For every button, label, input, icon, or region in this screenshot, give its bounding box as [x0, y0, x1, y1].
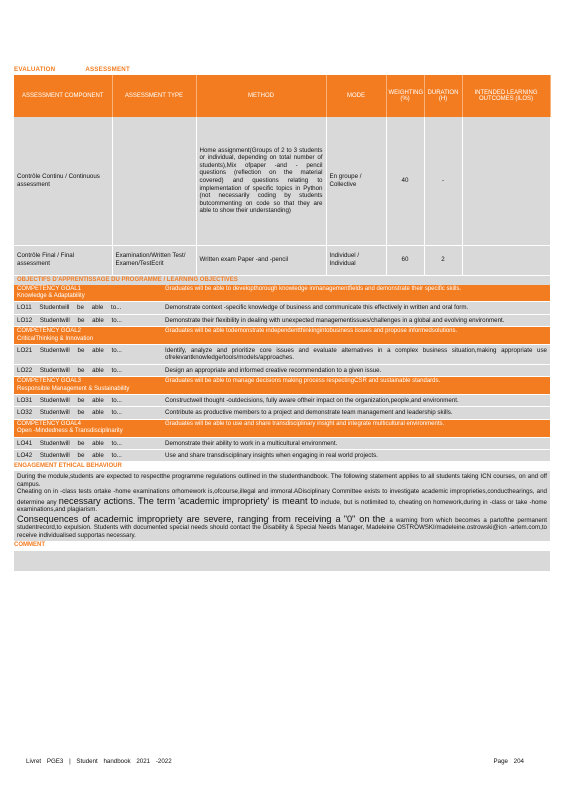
cell-mode: En groupe / Collective — [326, 117, 386, 245]
header-duration: DURATION (H) — [424, 75, 462, 117]
ethics-title: ENGAGEMENT ETHICAL BEHAVIOUR — [14, 462, 550, 471]
lo-row — [14, 407, 550, 419]
header-ilos: INTENDED LEARNING OUTCOMES (ILOS) — [462, 75, 550, 117]
competency-description: Graduates will be able to manage decisions making process respectingCSR and sustainable standards. — [165, 378, 441, 385]
cell-type — [112, 117, 196, 245]
lo-text: Identify, analyze and prioritize core issues and evaluate alternatives in a complex business situation,making appropriate use ofrelevantknowledge/tools/models/approaches. — [165, 346, 547, 362]
cell-duration: - — [424, 117, 462, 245]
ethics-text-box — [14, 471, 550, 541]
competency-label — [14, 327, 162, 344]
table-row — [14, 245, 550, 275]
lo-text: Contribute as productive members to a project and demonstrate team management and leadership skills. — [165, 409, 453, 417]
ethics-text-large: the — [372, 513, 390, 524]
competency-description: Graduates will be able todemonstrate independentthinkingintobusiness issues and propose informedsolutions. — [165, 328, 458, 335]
competency-label — [14, 285, 162, 302]
lo-row — [14, 365, 550, 377]
lo-text: Demonstrate their flexibility in dealing with unexpected managementissues/challenges in a global and evolving environment. — [165, 316, 505, 324]
ethics-paragraph-3 — [17, 514, 547, 540]
ethics-text: include, but is notlimited to, cheating on homework,during in -class or take -home examinations,and plagiarism. — [17, 498, 547, 514]
evaluation-title — [14, 64, 550, 75]
lo-code: LO31 Studentwill be able to... — [17, 396, 122, 404]
footer-page-number: Page 204 — [493, 758, 524, 765]
competency-label — [14, 377, 162, 394]
cell-component: Contrôle Final / Final assessment — [14, 245, 112, 275]
comment-box — [14, 550, 550, 571]
lo-text: Demonstrate context -specific knowledge of business and communicate this effectively in written and oral form. — [165, 304, 469, 312]
assessment-table — [14, 75, 551, 276]
competency-subtitle: Responsible Management & Sustainability — [17, 385, 130, 392]
lo-code: LO21 Studentwill be able to... — [17, 346, 122, 354]
page — [14, 64, 550, 571]
cell-method: Written exam Paper -and -pencil — [196, 245, 326, 275]
competency-subtitle: Open -Mindedness & Transdisciplinarity — [17, 428, 123, 435]
lo-code: LO42 Studentwill be able to... — [17, 452, 122, 459]
cell-method: Home assignment(Groups of 2 to 3 students or individual, depending on total number of students),Mix ofpaper -and - pencil questions (reflection on the material covered) and questions relating to implementation of specific topics in Python (not necessarily coding by students butcommenting on code so that they are able to show their understanding) — [196, 117, 326, 245]
footer-left: Livret PGE3 | Student handbook 2021 -2022 — [26, 758, 172, 765]
assessment-header-row — [14, 75, 550, 117]
header-weighting: WEIGHTING (%) — [386, 75, 424, 117]
ethics-paragraph-1: During the module,students are expected to respectthe programme regulations outlined in the studenthandbook. The following statement applies to all students taking ICN courses, on and off campus. — [17, 473, 547, 488]
comment-title: COMMENT — [14, 541, 550, 550]
lo-text: Design an appropriate and informed creative recommendation to a given issue. — [165, 366, 382, 374]
header-mode: MODE — [326, 75, 386, 117]
ethics-text: Cheating on in -class tests ortake -home examinations orhomework is,ofcourse,illegal and immoral.ADisciplinary Committee exists to investigate academic improprieties,conducthearings, and determine any — [17, 488, 547, 506]
competency-subtitle: Knowledge & Adaptability — [17, 292, 85, 299]
competency-goal-row — [14, 285, 550, 303]
cell-mode: Individuel / Individual — [326, 245, 386, 275]
competency-subtitle: CriticalThinking & Innovation — [17, 335, 94, 342]
lo-row — [14, 450, 550, 462]
lo-row — [14, 395, 550, 407]
cell-ilos — [462, 245, 550, 275]
lo-code: LO41 Studentwill be able to... — [17, 439, 122, 447]
table-row — [14, 117, 550, 245]
lo-code: LO22 Studentwill be able to... — [17, 366, 122, 374]
ethics-text-large: Consequences of academic impropriety are severe, ranging from receiving a — [17, 513, 341, 524]
cell-duration: 2 — [424, 245, 462, 275]
header-type: ASSESSMENT TYPE — [112, 75, 196, 117]
lo-row — [14, 315, 550, 327]
lo-code: LO32 Studentwill be able to... — [17, 409, 122, 417]
page-footer — [26, 758, 524, 765]
cell-weighting: 40 — [386, 117, 424, 245]
competency-description: Graduates will be able to developthorough knowledge inmanagementfields and demonstrate their specific skills. — [165, 285, 462, 292]
lo-row — [14, 438, 550, 450]
competency-title: COMPETENCY GOAL4 — [17, 420, 81, 427]
header-method: METHOD — [196, 75, 326, 117]
competency-goal-row — [14, 420, 550, 438]
ethics-text-large: "0" on — [343, 513, 370, 524]
competency-label — [14, 420, 162, 437]
evaluation-label: EVALUATION — [14, 66, 56, 73]
cell-ilos — [462, 117, 550, 245]
cell-type: Examination/Written Test/ Examen/TestEcrit — [112, 245, 196, 275]
ethics-paragraph-2 — [17, 488, 547, 514]
lo-text: Demonstrate their ability to work in a multicultural environment. — [165, 439, 338, 447]
competency-title: COMPETENCY GOAL2 — [17, 328, 81, 335]
objectives-title: OBJECTIFS D'APPRENTISSAGE DU PROGRAMME / LEARNING OBJECTIVES — [14, 276, 550, 285]
lo-text: Constructwell thought -outdecisions, fully aware oftheir impact on the organization,people,and environment. — [165, 396, 459, 404]
ethics-text: a warning from which becomes a partofthe permanent studentrecord,to expulsion. Students with documented special needs should contact the Disability & Special Needs Manager, Madeleine OSTROWSKI/madeleine.ostrowski@icn -artem.com,to receive individualised supportas necessary. — [17, 516, 548, 539]
cell-component: Contrôle Continu / Continuous assessment — [14, 117, 112, 245]
lo-row — [14, 302, 550, 314]
ethics-text-large: necessary actions. The term 'academic impropriety' is meant to — [58, 495, 319, 506]
competency-title: COMPETENCY GOAL3 — [17, 378, 81, 385]
lo-text: Use and share transdisciplinary insights when engaging in real world projects. — [165, 452, 378, 459]
competency-title: COMPETENCY GOAL1 — [17, 285, 81, 292]
competency-goal-row — [14, 327, 550, 345]
cell-weighting: 60 — [386, 245, 424, 275]
learning-objectives-table — [14, 285, 550, 463]
competency-goal-row — [14, 377, 550, 395]
lo-code: LO11 Studentwill be able to... — [17, 304, 122, 312]
lo-code: LO12 Studentwill be able to... — [17, 316, 122, 324]
header-component: ASSESSMENT COMPONENT — [14, 75, 112, 117]
competency-description: Graduates will be able to use and share transdisciplinary insight and integrate multicultural environments. — [165, 420, 445, 427]
lo-row — [14, 345, 550, 365]
assessment-label: ASSESSMENT — [85, 66, 130, 73]
